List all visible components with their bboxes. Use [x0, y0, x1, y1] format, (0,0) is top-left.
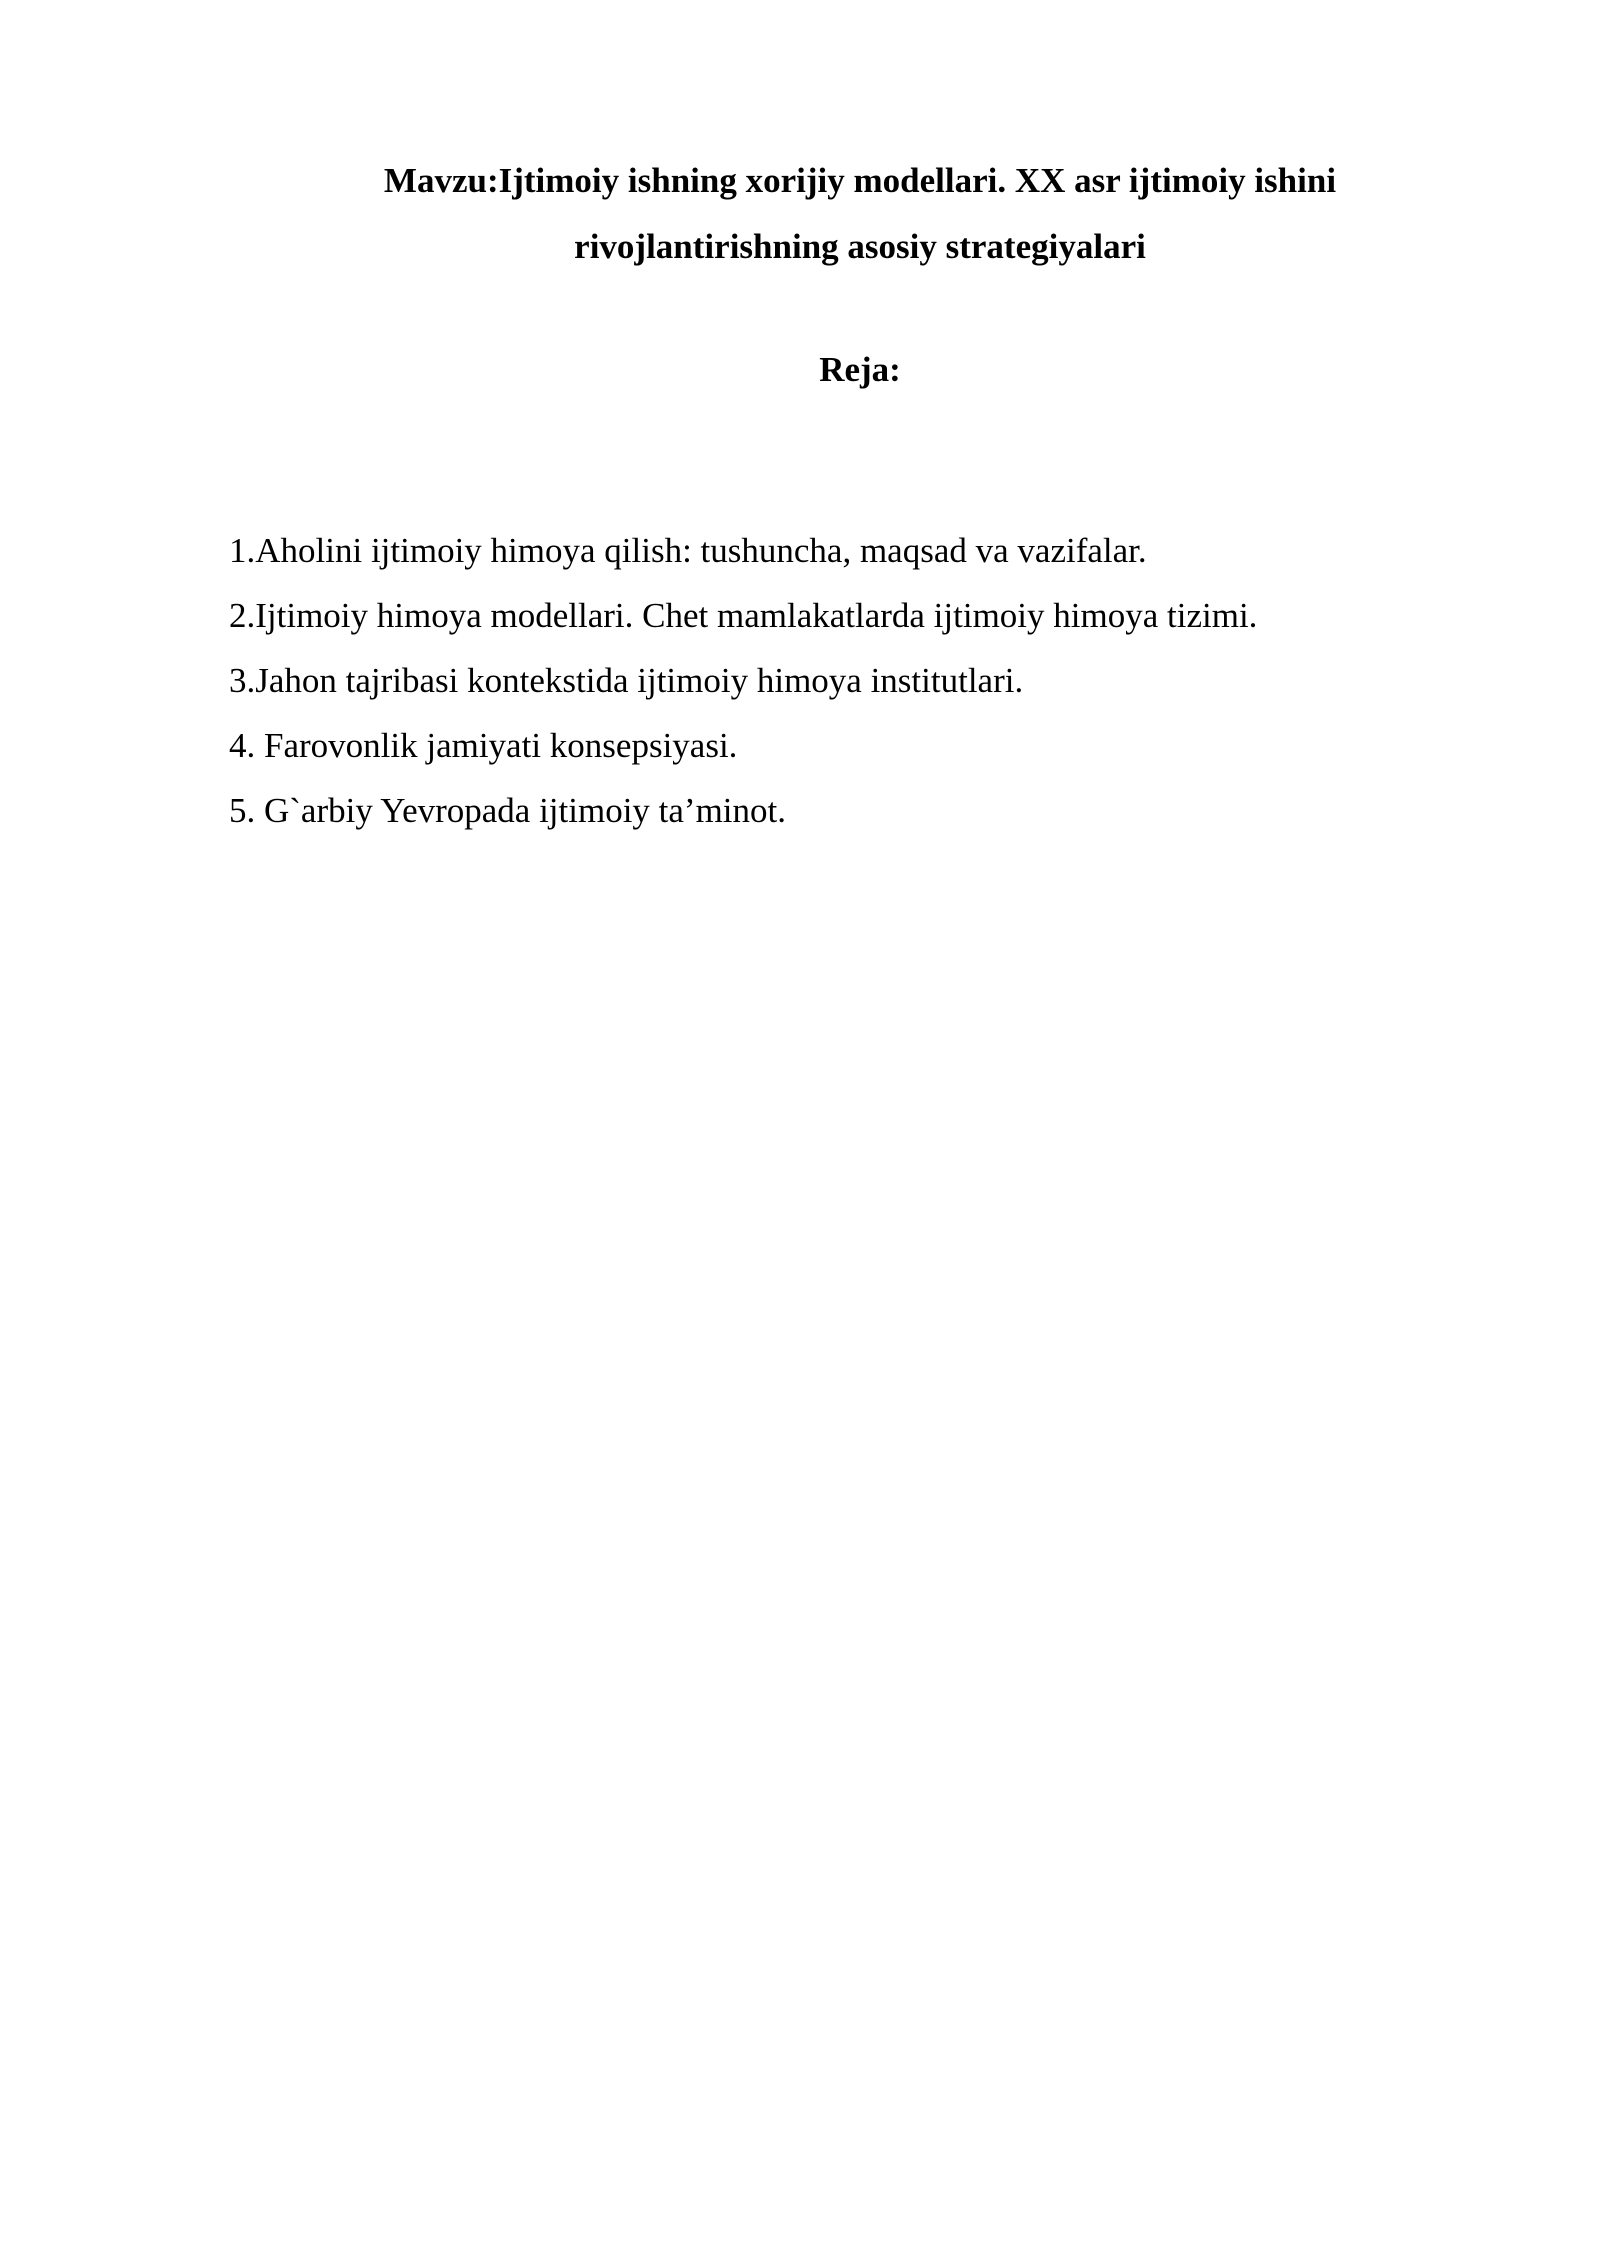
plan-item-2: 2.Ijtimoiy himoya modellari. Chet mamlakatlarda ijtimoiy himoya tizimi.	[229, 596, 1258, 635]
plan-item-4: 4. Farovonlik jamiyati konsepsiyasi.	[229, 726, 738, 765]
plan-heading: Reja:	[819, 350, 901, 389]
plan-item-1: 1.Aholini ijtimoiy himoya qilish: tushuncha, maqsad va vazifalar.	[229, 531, 1147, 570]
plan-item-5: 5. G`arbiy Yevropada ijtimoiy ta’minot.	[229, 791, 787, 830]
plan-list	[229, 518, 1257, 843]
title-line-2: rivojlantirishning asosiy strategiyalari	[574, 227, 1146, 266]
document-title	[230, 148, 1490, 280]
title-line-1: Mavzu:Ijtimoiy ishning xorijiy modellari. XX asr ijtimoiy ishini	[383, 161, 1337, 200]
plan-item-3: 3.Jahon tajribasi kontekstida ijtimoiy himoya institutlari.	[229, 661, 1024, 700]
